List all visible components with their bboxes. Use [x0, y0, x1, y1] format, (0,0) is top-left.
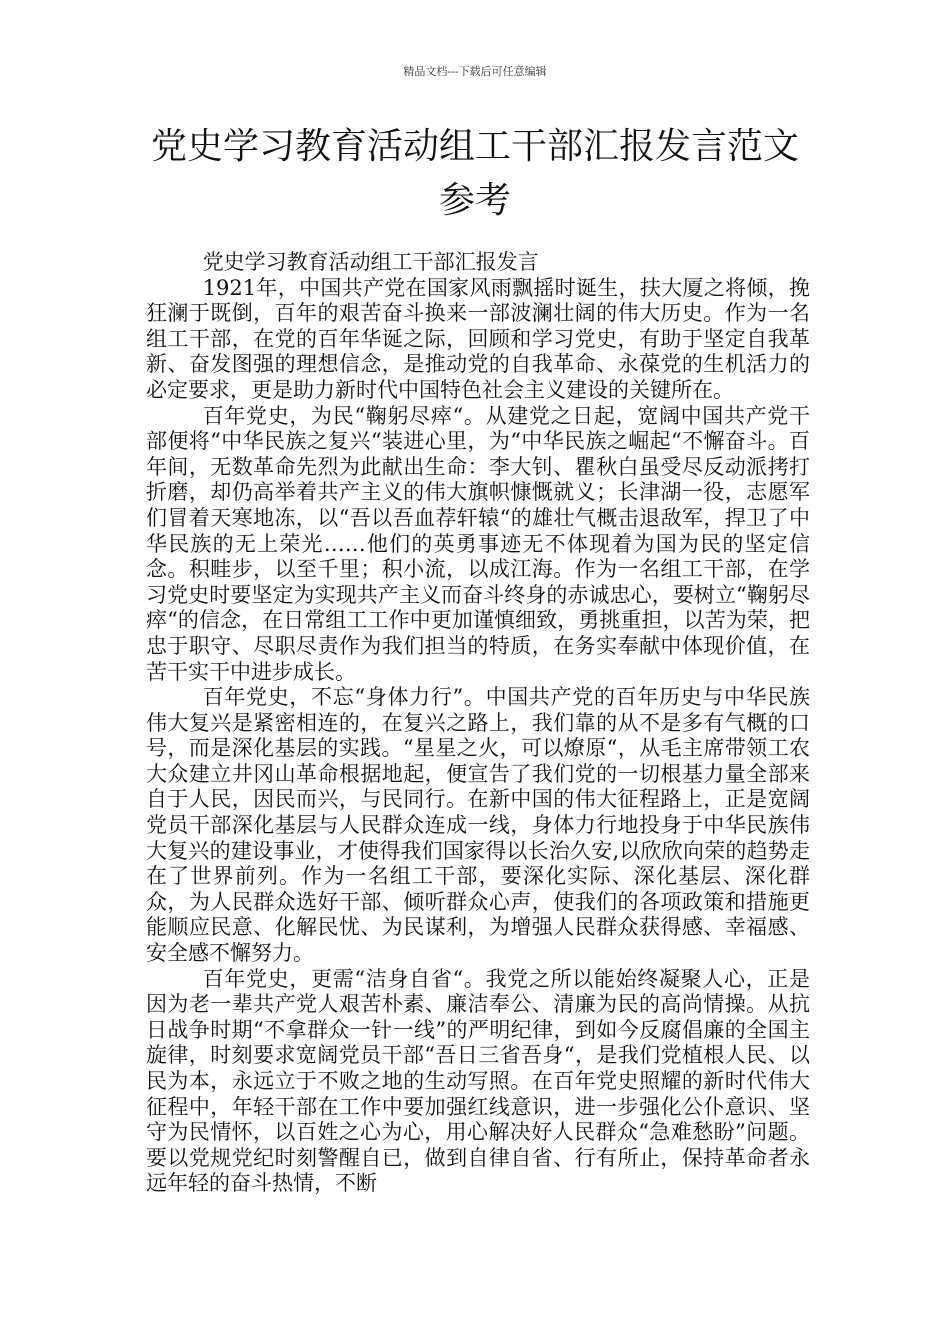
body-paragraph: 1921年，中国共产党在国家风雨飘摇时诞生，扶大厦之将倾，挽狂澜于既倒，百年的艰苦奋斗换来一部波澜壮阔的伟大历史。作为一名组工干部，在党的百年华诞之际，回顾和学习党史，有助于坚定自我革新、奋发图强的理想信念，是推动党的自我革命、永葆党的生机活力的必定要求，更是助力新时代中国特色社会主义建设的关键所在。	[146, 275, 810, 402]
body-paragraph: 百年党史，更需“洁身自省“。我党之所以能始终凝聚人心，正是因为老一辈共产党人艰苦朴素、廉洁奉公、清廉为民的高尚情操。从抗日战争时期“不拿群众一针一线”的严明纪律，到如今反腐倡廉的全国主旋律，时刻要求宽阔党员干部“吾日三省吾身“，是我们党植根人民、以民为本，永远立于不败之地的生动写照。在百年党史照耀的新时代伟大征程中，年轻干部在工作中要加强红线意识，进一步强化公仆意识、坚守为民情怀，以百姓之心为心，用心解决好人民群众“急难愁盼”问题。要以党规党纪时刻警醒自已，做到自律自省、行有所止，保持革命者永远年轻的奋斗热情，不断	[146, 966, 810, 1196]
document-body	[146, 250, 810, 1197]
body-paragraph: 百年党史，为民“鞠躬尽瘁“。从建党之日起，宽阔中国共产党干部便将“中华民族之复兴“装进心里，为“中华民族之崛起“不懈奋斗。百年间，无数革命先烈为此献出生命：李大钊、瞿秋白虽受尽反动派拷打折磨，却仍高举着共产主义的伟大旗帜慷慨就义；长津湖一役，志愿军们冒着天寒地冻，以“吾以吾血荐轩辕“的雄壮气概击退敌军，捍卫了中华民族的无上荣光……他们的英勇事迹无不体现着为国为民的坚定信念。积畦步，以至千里；积小流，以成江海。作为一名组工干部，在学习党史时要坚定为实现共产主义而奋斗终身的赤诚忠心，要树立“鞠躬尽瘁“的信念，在日常组工工作中更加谨慎细致，勇挑重担，以苦为荣，把忠于职守、尽职尽责作为我们担当的特质，在务实奉献中体现价值，在苦干实干中进步成长。	[146, 403, 810, 684]
document-title: 党史学习教育活动组工干部汇报发言范文参考	[150, 126, 799, 221]
body-paragraph: 百年党史，不忘“身体力行”。中国共产党的百年历史与中华民族伟大复兴是紧密相连的，在复兴之路上，我们靠的从不是多有气概的口号，而是深化基层的实践。“星星之火，可以燎原“，从毛主席带领工农大众建立井冈山革命根据地起，便宣告了我们党的一切根基力量全部来自于人民，因民而兴，与民同行。在新中国的伟大征程路上，正是宽阔党员干部深化基层与人民群众连成一线，身体力行地投身于中华民族伟大复兴的建设事业，才使得我们国家得以长治久安,以欣欣向荣的趋势走在了世界前列。作为一名组工干部，要深化实际、深化基层、深化群众，为人民群众选好干部、倾听群众心声，使我们的各项政策和措施更能顺应民意、化解民忧、为民谋利，为增强人民群众获得感、幸福感、安全感不懈努力。	[146, 685, 810, 966]
subtitle-paragraph: 党史学习教育活动组工干部汇报发言	[202, 250, 539, 274]
page-header: 精品文档---下载后可任意编辑	[403, 65, 547, 78]
